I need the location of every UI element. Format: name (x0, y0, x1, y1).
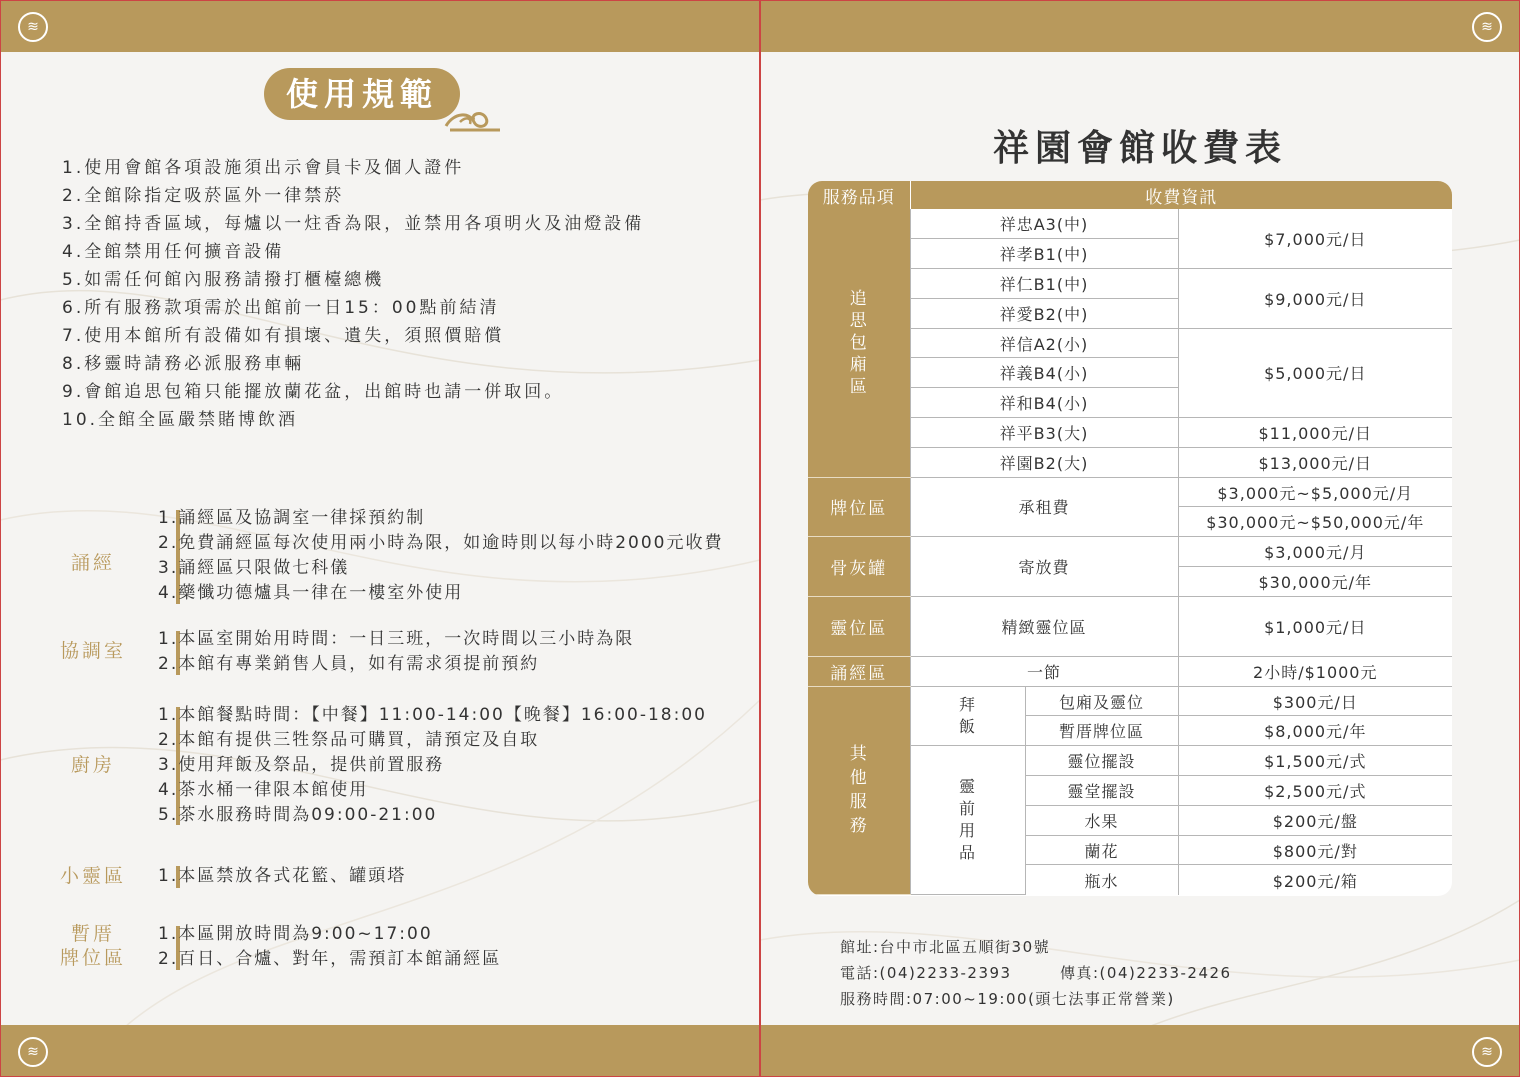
rule-item: 8.移靈時請務必派服務車輛 (62, 354, 305, 374)
price-cell: $11,000元/日 (1178, 418, 1452, 448)
section-label: 誦經 (70, 552, 115, 574)
section-temporary-tablet-area (40, 922, 740, 974)
section-label: 協調室 (59, 640, 126, 662)
section-item: 2.本館有專業銷售人員，如有需求須提前預約 (158, 654, 540, 674)
category-cell: 追思包廂區 (808, 209, 910, 477)
item-cell: 一節 (910, 656, 1178, 686)
section-meeting-room (40, 627, 740, 679)
item-cell: 承租費 (910, 477, 1178, 537)
section-label: 小靈區 (59, 865, 126, 887)
rules-list (62, 154, 644, 434)
item-cell: 靈位擺設 (1025, 746, 1178, 776)
center-fold-line (759, 0, 761, 1077)
rule-item: 3.全館持香區域，每爐以一炷香為限，並禁用各項明火及油燈設備 (62, 214, 645, 234)
section-item: 4.茶水桶一律限本館使用 (158, 780, 369, 800)
fax-text: 傳真:(04)2233-2426 (1060, 964, 1232, 982)
cloud-ornament-icon (440, 92, 504, 132)
wave-logo-icon: ≋ (18, 12, 48, 42)
wave-logo-icon: ≋ (1472, 12, 1502, 42)
fee-table-title: 祥園會館收費表 (992, 128, 1287, 169)
rules-title: 使用規範 (264, 68, 460, 120)
price-cell: $1,000元/日 (1178, 596, 1452, 656)
section-item: 2.百日、合爐、對年，需預訂本館誦經區 (158, 949, 502, 969)
category-cell: 骨灰罐 (808, 537, 910, 597)
wave-logo-icon: ≋ (1472, 1037, 1502, 1067)
rule-item: 2.全館除指定吸菸區外一律禁菸 (62, 186, 345, 206)
room-cell: 祥和B4(小) (910, 388, 1178, 418)
section-label: 暫厝 牌位區 (59, 923, 126, 969)
header-cell: 服務品項 (808, 181, 910, 209)
group-cell: 靈前用品 (910, 746, 1025, 895)
section-item: 1.本區禁放各式花籃、罐頭塔 (158, 866, 407, 886)
item-cell: 水果 (1025, 805, 1178, 835)
room-cell: 祥園B2(大) (910, 447, 1178, 477)
section-item: 3.誦經區只限做七科儀 (158, 558, 350, 578)
section-label: 廚房 (70, 754, 115, 776)
price-cell: $5,000元/日 (1178, 328, 1452, 417)
rule-item: 1.使用會館各項設施須出示會員卡及個人證件 (62, 158, 465, 178)
section-item: 1.本區室開始用時間：一日三班，一次時間以三小時為限 (158, 629, 635, 649)
section-item: 2.本館有提供三牲祭品可購買，請預定及自取 (158, 730, 540, 750)
price-cell: $30,000元~$50,000元/年 (1178, 507, 1452, 537)
room-cell: 祥仁B1(中) (910, 269, 1178, 299)
group-cell: 拜飯 (910, 686, 1025, 746)
price-cell: $30,000元/年 (1178, 567, 1452, 597)
section-chanting (40, 506, 740, 606)
room-cell: 祥義B4(小) (910, 358, 1178, 388)
price-cell: $7,000元/日 (1178, 209, 1452, 269)
price-cell: $200元/盤 (1178, 805, 1452, 835)
section-item: 1.本區開放時間為9:00~17:00 (158, 924, 433, 944)
room-cell: 祥平B3(大) (910, 418, 1178, 448)
item-cell: 包廂及靈位 (1025, 686, 1178, 716)
header-cell: 收費資訊 (910, 181, 1452, 209)
price-cell: $13,000元/日 (1178, 447, 1452, 477)
price-cell: 2小時/$1000元 (1178, 656, 1452, 686)
room-cell: 祥忠A3(中) (910, 209, 1178, 239)
price-cell: $9,000元/日 (1178, 269, 1452, 329)
item-cell: 精緻靈位區 (910, 596, 1178, 656)
section-item: 5.茶水服務時間為09:00-21:00 (158, 805, 438, 825)
item-cell: 暫厝牌位區 (1025, 716, 1178, 746)
room-cell: 祥信A2(小) (910, 328, 1178, 358)
item-cell: 靈堂擺設 (1025, 776, 1178, 806)
rule-item: 4.全館禁用任何擴音設備 (62, 242, 285, 262)
rule-item: 10.全館全區嚴禁賭博飲酒 (62, 410, 299, 430)
rule-item: 6.所有服務款項需於出館前一日15：00點前結清 (62, 298, 500, 318)
section-item: 1.誦經區及協調室一律採預約制 (158, 508, 426, 528)
price-cell: $3,000元~$5,000元/月 (1178, 477, 1452, 507)
room-cell: 祥孝B1(中) (910, 239, 1178, 269)
section-kitchen (40, 703, 740, 829)
rule-item: 7.使用本館所有設備如有損壞、遺失，須照價賠償 (62, 326, 505, 346)
price-cell: $800元/對 (1178, 835, 1452, 865)
item-cell: 蘭花 (1025, 835, 1178, 865)
hours-text: 服務時間:07:00~19:00(頭七法事正常營業) (840, 990, 1175, 1008)
right-page (760, 0, 1520, 1077)
section-item: 1.本館餐點時間：【中餐】11:00-14:00【晚餐】16:00-18:00 (158, 705, 707, 725)
wave-logo-icon: ≋ (18, 1037, 48, 1067)
item-cell: 瓶水 (1025, 865, 1178, 895)
section-item: 3.使用拜飯及祭品，提供前置服務 (158, 755, 445, 775)
section-small-spirit-area (40, 864, 740, 892)
rule-item: 5.如需任何館內服務請撥打櫃檯總機 (62, 270, 385, 290)
price-cell: $2,500元/式 (1178, 776, 1452, 806)
price-cell: $300元/日 (1178, 686, 1452, 716)
category-cell: 誦經區 (808, 656, 910, 686)
address-text: 館址:台中市北區五順街30號 (840, 938, 1051, 956)
category-cell: 靈位區 (808, 596, 910, 656)
section-item: 4.藥懺功德爐具一律在一樓室外使用 (158, 583, 464, 603)
rule-item: 9.會館追思包箱只能擺放蘭花盆，出館時也請一併取回。 (62, 382, 565, 402)
item-cell: 寄放費 (910, 537, 1178, 597)
price-cell: $3,000元/月 (1178, 537, 1452, 567)
room-cell: 祥愛B2(中) (910, 298, 1178, 328)
category-cell: 其他服務 (808, 686, 910, 895)
price-cell: $1,500元/式 (1178, 746, 1452, 776)
category-cell: 牌位區 (808, 477, 910, 537)
section-item: 2.免費誦經區每次使用兩小時為限，如逾時則以每小時2000元收費 (158, 533, 724, 553)
price-cell: $200元/箱 (1178, 865, 1452, 895)
price-cell: $8,000元/年 (1178, 716, 1452, 746)
phone-text: 電話:(04)2233-2393 (840, 964, 1012, 982)
